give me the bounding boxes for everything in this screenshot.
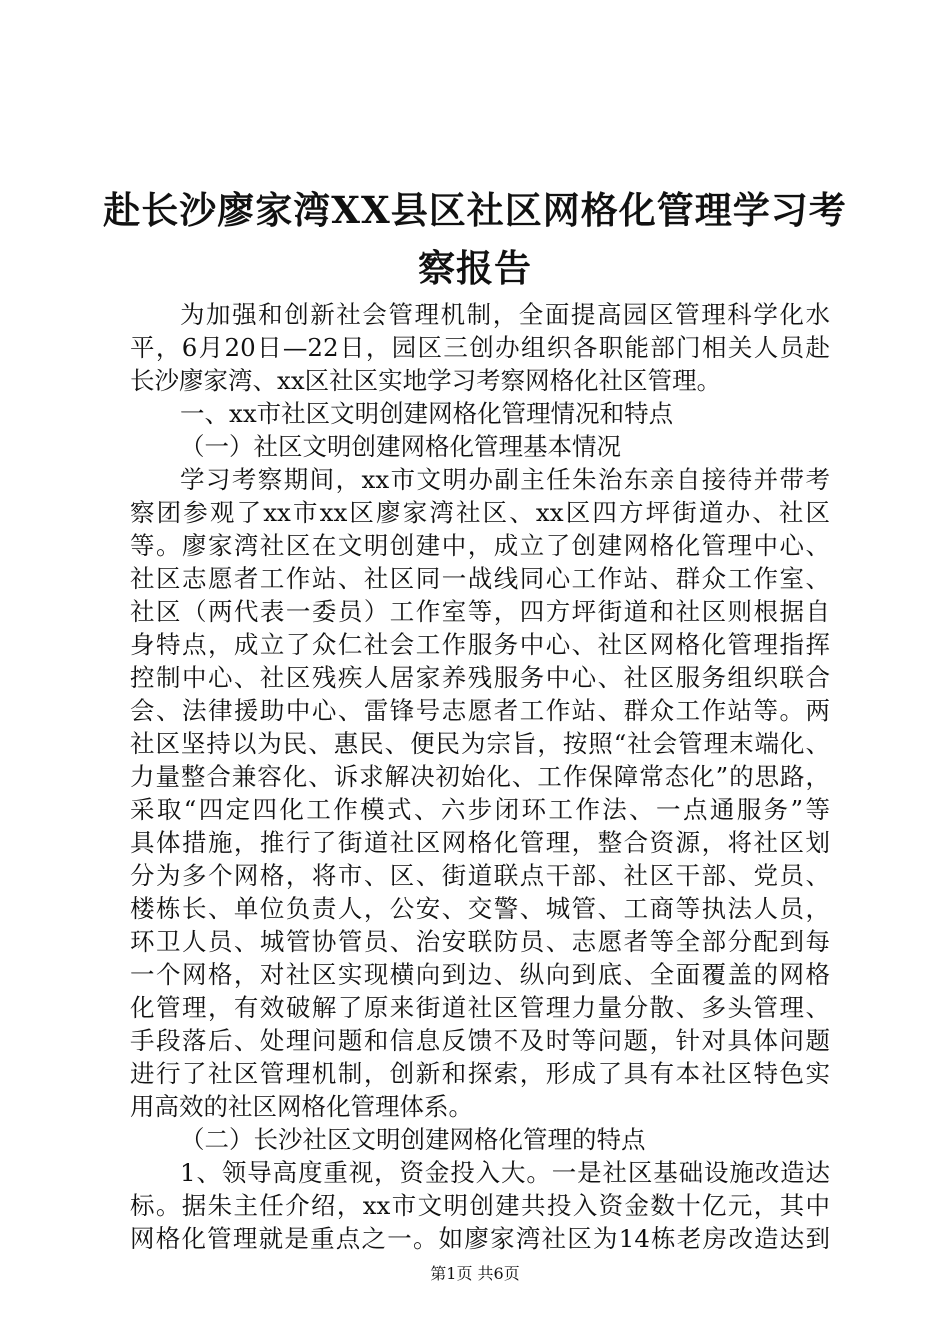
body-line: 1、领导高度重视，资金投入大。一是社区基础设施改造达 (180, 1158, 830, 1187)
body-line: 环卫人员、城管协管员、治安联防员、志愿者等全部分配到每 (130, 927, 830, 956)
body-line: 化管理，有效破解了原来街道社区管理力量分散、多头管理、 (130, 993, 830, 1022)
body-line: 一个网格，对社区实现横向到边、纵向到底、全面覆盖的网格 (130, 960, 830, 989)
body-line: 平，6月20日—22日，园区三创办组织各职能部门相关人员赴 (130, 333, 830, 362)
subsection-heading: （二）长沙社区文明创建网格化管理的特点 (180, 1125, 646, 1154)
body-line: 进行了社区管理机制，创新和探索，形成了具有本社区特色实 (130, 1059, 830, 1088)
document-title-line-2: 察报告 (418, 246, 532, 290)
body-line: 控制中心、社区残疾人居家养残服务中心、社区服务组织联合 (130, 663, 830, 692)
body-line: 社区坚持以为民、惠民、便民为宗旨，按照“社会管理末端化、 (130, 729, 830, 758)
body-line: 身特点，成立了众仁社会工作服务中心、社区网格化管理指挥 (130, 630, 830, 659)
body-line: 分为多个网格，将市、区、街道联点干部、社区干部、党员、 (130, 861, 830, 890)
subsection-heading: （一）社区文明创建网格化管理基本情况 (180, 432, 621, 461)
body-line: 具体措施，推行了街道社区网格化管理，整合资源，将社区划 (130, 828, 830, 857)
body-line: 等。廖家湾社区在文明创建中，成立了创建网格化管理中心、 (130, 531, 830, 560)
document-title-line-1: 赴长沙廖家湾XX县区社区网格化管理学习考 (103, 188, 847, 232)
body-line: 手段落后、处理问题和信息反馈不及时等问题，针对具体问题 (130, 1026, 830, 1055)
body-line: 察团参观了xx市xx区廖家湾社区、xx区四方坪街道办、社区 (130, 498, 830, 527)
body-line: 用高效的社区网格化管理体系。 (130, 1092, 473, 1121)
body-line: 力量整合兼容化、诉求解决初始化、工作保障常态化”的思路， (130, 762, 830, 791)
section-heading: 一、xx市社区文明创建网格化管理情况和特点 (180, 399, 674, 428)
page-footer: 第1页 共6页 (430, 1264, 520, 1283)
body-line: 采取“四定四化工作模式、六步闭环工作法、一点通服务”等 (130, 795, 830, 824)
body-line: 为加强和创新社会管理机制，全面提高园区管理科学化水 (180, 300, 830, 329)
body-line: 社区（两代表一委员）工作室等，四方坪街道和社区则根据自 (130, 597, 830, 626)
body-line: 网格化管理就是重点之一。如廖家湾社区为14栋老房改造达到 (130, 1224, 830, 1253)
body-line: 会、法律援助中心、雷锋号志愿者工作站、群众工作站等。两 (130, 696, 830, 725)
body-line: 楼栋长、单位负责人，公安、交警、城管、工商等执法人员， (130, 894, 830, 923)
body-line: 学习考察期间，xx市文明办副主任朱治东亲自接待并带考 (180, 465, 830, 494)
body-line: 社区志愿者工作站、社区同一战线同心工作站、群众工作室、 (130, 564, 830, 593)
body-line: 长沙廖家湾、xx区社区实地学习考察网格化社区管理。 (130, 366, 722, 395)
body-line: 标。据朱主任介绍，xx市文明创建共投入资金数十亿元，其中 (130, 1191, 830, 1220)
